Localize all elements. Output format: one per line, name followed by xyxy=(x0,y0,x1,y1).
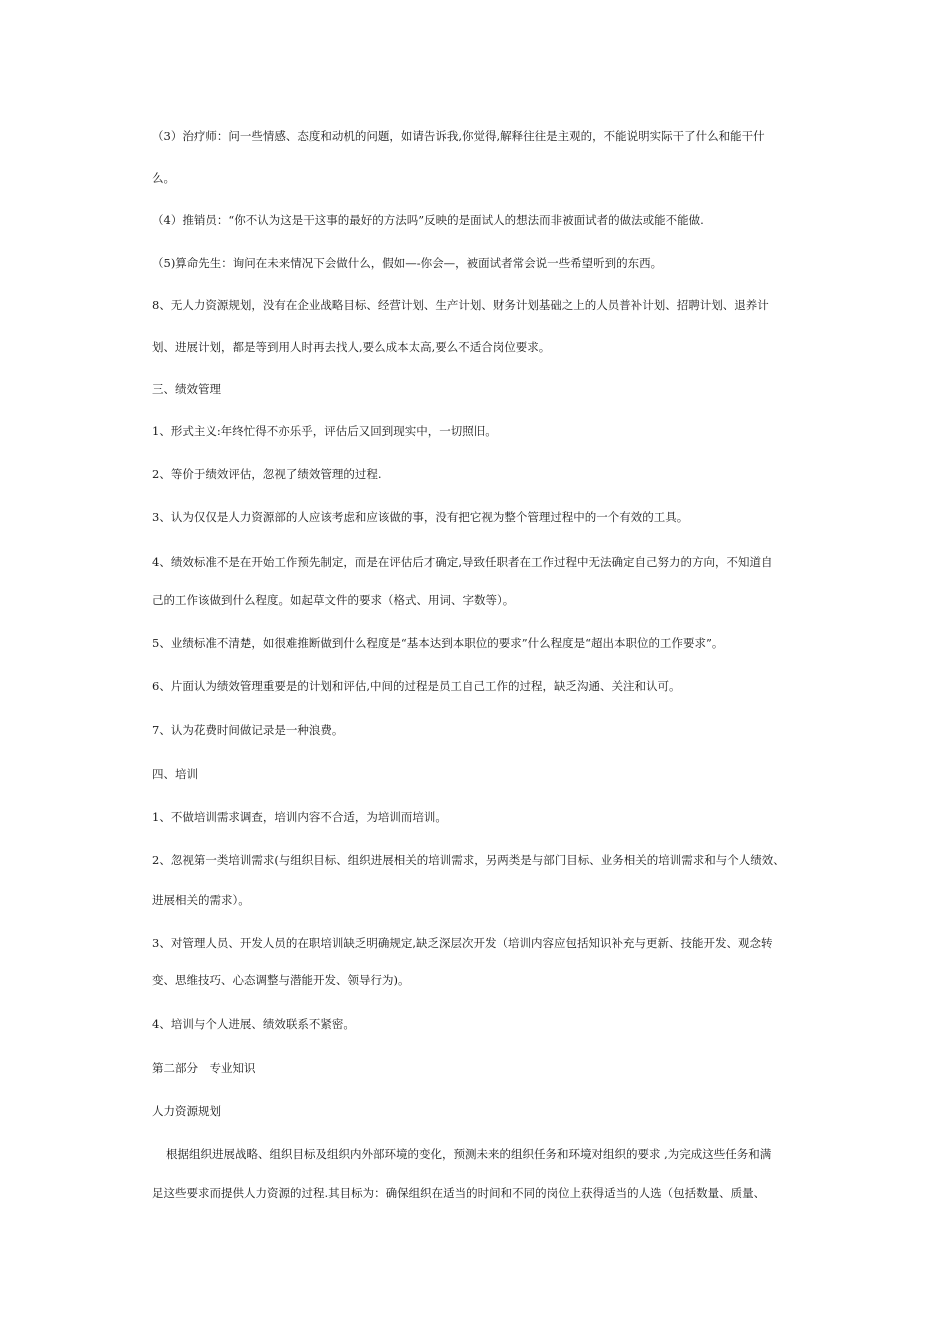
text-line: 2、等价于绩效评估，忽视了绩效管理的过程. xyxy=(152,467,382,481)
text-line: 3、对管理人员、开发人员的在职培训缺乏明确规定,缺乏深层次开发（培训内容应包括知识补充与更新、技能开发、观念转 xyxy=(152,936,773,950)
text-line: 3、认为仅仅是人力资源部的人应该考虑和应该做的事，没有把它视为整个管理过程中的一个有效的工具。 xyxy=(152,510,689,524)
text-line: （5)算命先生：询问在未来情况下会做什么，假如—-你会—，被面试者常会说一些希望听到的东西。 xyxy=(152,256,663,270)
text-line: 7、认为花费时间做记录是一种浪费。 xyxy=(152,723,344,737)
section-heading: 四、培训 xyxy=(152,767,198,781)
text-line: 己的工作该做到什么程度。如起草文件的要求（格式、用词、字数等）。 xyxy=(152,593,515,607)
text-line: 4、绩效标准不是在开始工作预先制定，而是在评估后才确定,导致任职者在工作过程中无法确定自己努力的方向，不知道自 xyxy=(152,555,773,569)
text-line: （4）推销员：“你不认为这是干这事的最好的方法吗”反映的是面试人的想法而非被面试者的做法或能不能做. xyxy=(152,213,704,227)
text-line: 进展相关的需求）。 xyxy=(152,893,250,907)
text-line: （3）治疗师：问一些情感、态度和动机的问题，如请告诉我,你觉得,解释往往是主观的，不能说明实际干了什么和能干什 xyxy=(152,129,765,143)
part-heading: 第二部分 专业知识 xyxy=(152,1061,256,1075)
text-line: 足这些要求而提供人力资源的过程.其目标为：确保组织在适当的时间和不同的岗位上获得适当的人选（包括数量、质量、 xyxy=(152,1186,766,1200)
text-line: 1、形式主义:年终忙得不亦乐乎，评估后又回到现实中，一切照旧。 xyxy=(152,424,497,438)
section-heading: 三、绩效管理 xyxy=(152,382,221,396)
text-line: 2、忽视第一类培训需求(与组织目标、组织进展相关的培训需求，另两类是与部门目标、业务相关的培训需求和与个人绩效、 xyxy=(152,853,785,867)
text-line: 8、无人力资源规划，没有在企业战略目标、经营计划、生产计划、财务计划基础之上的人员普补计划、招聘计划、退养计 xyxy=(152,298,769,312)
text-line: 5、业绩标准不清楚，如很难推断做到什么程度是“基本达到本职位的要求”什么程度是“超出本职位的工作要求”。 xyxy=(152,636,724,650)
text-line: 根据组织进展战略、组织目标及组织内外部环境的变化，预测未来的组织任务和环境对组织的要求 ,为完成这些任务和满 xyxy=(166,1147,772,1161)
topic-heading: 人力资源规划 xyxy=(152,1104,221,1118)
text-line: 1、不做培训需求调查，培训内容不合适，为培训而培训。 xyxy=(152,810,447,824)
text-line: 么。 xyxy=(152,171,175,185)
text-line: 4、培训与个人进展、绩效联系不紧密。 xyxy=(152,1017,355,1031)
text-line: 变、思维技巧、心态调整与潜能开发、领导行为)。 xyxy=(152,973,410,987)
text-line: 6、片面认为绩效管理重要是的计划和评估,中间的过程是员工自己工作的过程，缺乏沟通、关注和认可。 xyxy=(152,679,681,693)
text-line: 划、进展计划，都是等到用人时再去找人,要么成本太高,要么不适合岗位要求。 xyxy=(152,340,551,354)
